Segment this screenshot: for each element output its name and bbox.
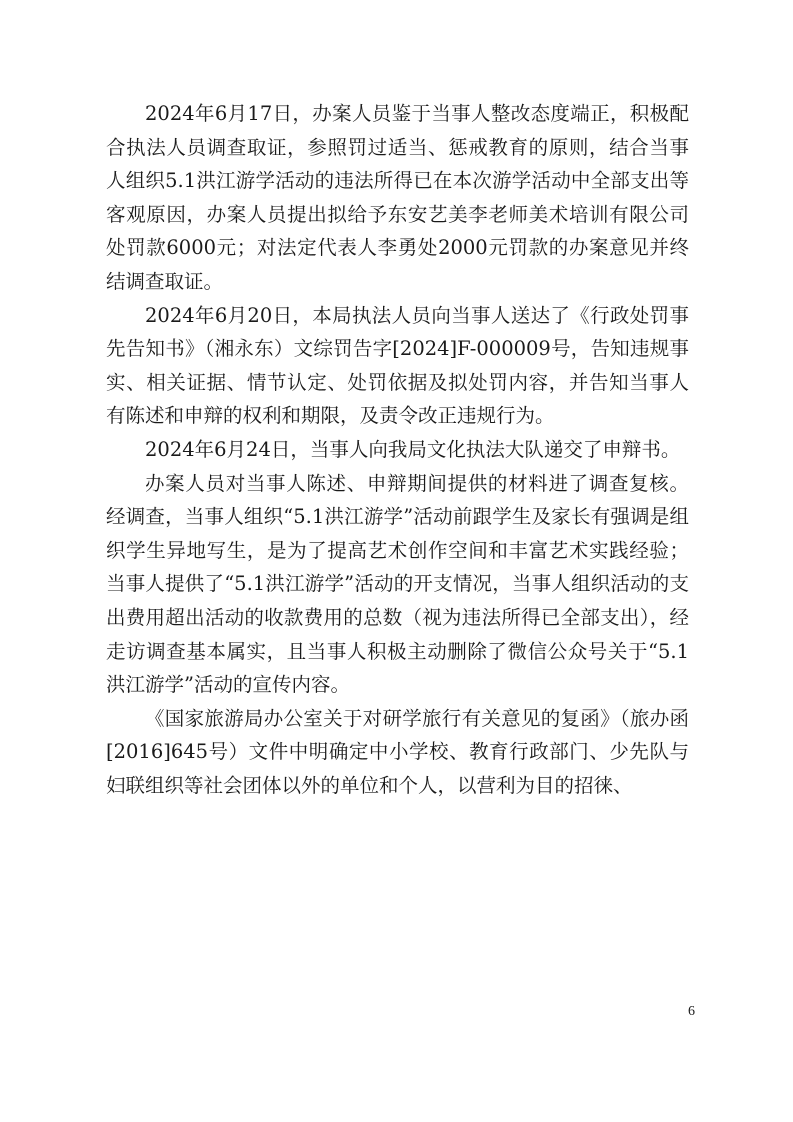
- paragraph-5: 《国家旅游局办公室关于对研学旅行有关意见的复函》（旅办函[2016]645号）文件中明确定中小学校、教育行政部门、少先队与妇联组织等社会团体以外的单位和个人，以营利为目的招徕、: [106, 706, 689, 797]
- paragraph-4: 办案人员对当事人陈述、申辩期间提供的材料进了调查复核。经调查，当事人组织“5.1洪江游学”活动前跟学生及家长有强调是组织学生异地写生，是为了提高艺术创作空间和丰富艺术实践经验；当事人提供了“5.1洪江游学”活动的开支情况，当事人组织活动的支出费用超出活动的收款费用的总数（视为违法所得已全部支出），经走访调查基本属实，且当事人积极主动删除了微信公众号关于“5.1洪江游学”活动的宣传内容。: [106, 471, 689, 697]
- page-number: 6: [688, 1004, 695, 1019]
- paragraph-3: 2024年6月24日，当事人向我局文化执法大队递交了申辩书。: [145, 437, 681, 461]
- document-body: [106, 97, 689, 802]
- paragraph-1: 2024年6月17日，办案人员鉴于当事人整改态度端正，积极配合执法人员调查取证，参照罚过适当、惩戒教育的原则，结合当事人组织5.1洪江游学活动的违法所得已在本次游学活动中全部支出等客观原因，办案人员提出拟给予东安艺美李老师美术培训有限公司处罚款6000元；对法定代表人李勇处2000元罚款的办案意见并终结调查取证。: [106, 102, 689, 293]
- paragraph-2: 2024年6月20日，本局执法人员向当事人送达了《行政处罚事先告知书》（湘永东）文综罚告字[2024]F-000009号，告知违规事实、相关证据、情节认定、处罚依据及拟处罚内容，并告知当事人有陈述和申辩的权利和期限，及责令改正违规行为。: [106, 303, 689, 428]
